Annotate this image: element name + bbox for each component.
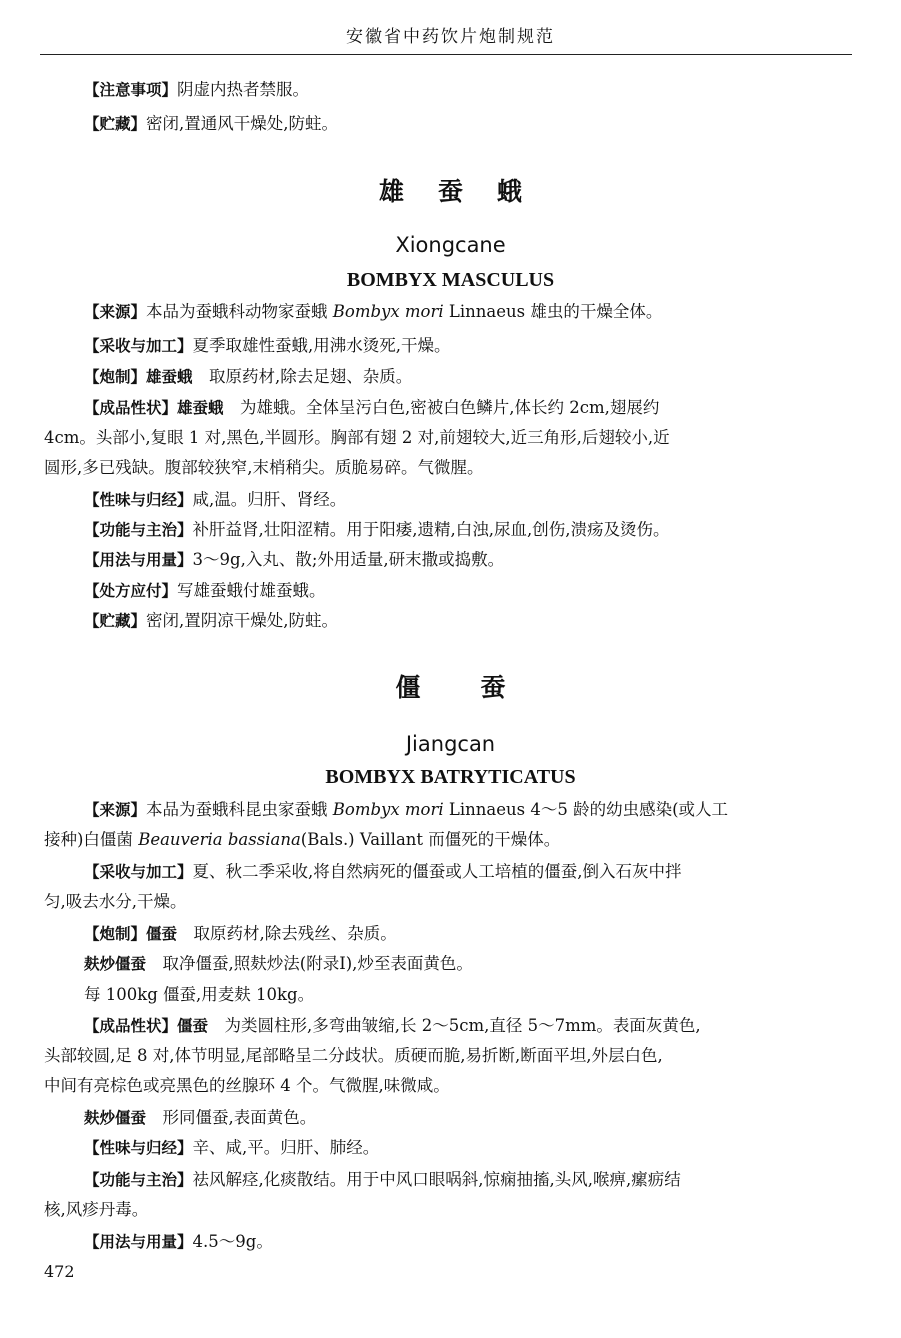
entry1-source-label: 【来源】 [84, 303, 147, 321]
prev-storage-para [84, 114, 849, 134]
entry1-storage-label: 【贮藏】 [84, 612, 147, 630]
entry2-char-line3: 中间有亮棕色或亮黑色的丝腺环 4 个。气微腥,味微咸。 [44, 1076, 450, 1095]
entry1-func-text: 补肝益肾,壮阳涩精。用于阳痿,遗精,白浊,尿血,创伤,溃疡及烫伤。 [192, 520, 670, 539]
entry2-fry-text: 取净僵蚕,照麸炒法(附录Ⅰ),炒至表面黄色。 [146, 954, 473, 973]
entry2-source-species: Bombyx mori [332, 800, 444, 819]
entry2-pinyin: Jiangcan [405, 732, 496, 756]
entry1-func-para [84, 520, 849, 540]
entry2-func-text1: 祛风解痉,化痰散结。用于中风口眼㖞斜,惊痫抽搐,头风,喉痹,瘰疬结 [192, 1170, 681, 1189]
entry1-func-label: 【功能与主治】 [84, 521, 193, 539]
entry2-process-text: 取原药材,除去残丝、杂质。 [177, 924, 397, 943]
entry1-latin-name: BOMBYX MASCULUS [346, 269, 555, 291]
prev-caution-para [84, 80, 849, 100]
entry2-func-line1 [84, 1170, 849, 1190]
entry2-latin-name: BOMBYX BATRYTICATUS [325, 766, 576, 788]
entry2-title: 僵蚕 [395, 673, 566, 702]
entry2-char-text1: 为类圆柱形,多弯曲皱缩,长 2～5cm,直径 5～7mm。表面灰黄色, [208, 1016, 701, 1035]
entry2-usage-text: 4.5～9g。 [192, 1232, 273, 1251]
entry1-char-text1: 为雄蛾。全体呈污白色,密被白色鳞片,体长约 2cm,翅展约 [223, 398, 660, 417]
entry2-harvest-label: 【采收与加工】 [84, 863, 193, 881]
entry2-source-text-a: 本品为蚕蛾科昆虫家蚕蛾 [146, 800, 333, 819]
entry2-source-text-c: 接种)白僵菌 [44, 830, 139, 849]
entry1-char-label: 【成品性状】雄蚕蛾 [84, 399, 224, 417]
entry2-usage-label: 【用法与用量】 [84, 1233, 193, 1251]
prev-storage-label: 【贮藏】 [84, 115, 147, 133]
entry1-nature-label: 【性味与归经】 [84, 491, 193, 509]
entry2-process-label: 【炮制】僵蚕 [84, 925, 178, 943]
entry1-char-line1 [84, 398, 849, 418]
entry2-source-text-d: (Bals.) Vaillant 而僵死的干燥体。 [300, 830, 561, 849]
entry1-nature-para [84, 490, 849, 510]
entry2-fry-label: 麸炒僵蚕 [84, 955, 147, 973]
entry1-process-label: 【炮制】雄蚕蛾 [84, 368, 193, 386]
entry2-char-line2: 头部较圆,足 8 对,体节明显,尾部略呈二分歧状。质硬而脆,易折断,断面平坦,外层白色, [44, 1046, 663, 1065]
entry2-source-text-b: Linnaeus 4～5 龄的幼虫感染(或人工 [443, 800, 729, 819]
page-number: 472 [44, 1262, 75, 1281]
entry1-rx-para [84, 581, 849, 601]
entry1-harvest-label: 【采收与加工】 [84, 337, 193, 355]
entry1-process-text: 取原药材,除去足翅、杂质。 [192, 367, 413, 386]
entry2-nature-para [84, 1138, 849, 1158]
entry1-source-species: Bombyx mori [332, 302, 444, 321]
entry1-storage-text: 密闭,置阴凉干燥处,防蛀。 [146, 611, 339, 630]
entry1-usage-text: 3～9g,入丸、散;外用适量,研末撒或捣敷。 [192, 550, 505, 569]
entry2-process-para [84, 924, 849, 944]
entry2-char-label: 【成品性状】僵蚕 [84, 1017, 209, 1035]
entry2-source-line2 [44, 830, 849, 850]
entry1-harvest-para [84, 336, 849, 356]
entry1-storage-para [84, 611, 849, 631]
entry2-source-label: 【来源】 [84, 801, 147, 819]
entry2-source-line1 [84, 800, 849, 820]
entry1-pinyin: Xiongcane [395, 233, 506, 257]
entry1-char-line3: 圆形,多已残缺。腹部较狭窄,末梢稍尖。质脆易碎。气微腥。 [44, 458, 484, 477]
entry2-fry-char-text: 形同僵蚕,表面黄色。 [146, 1108, 317, 1127]
entry2-func-line2: 核,风疹丹毒。 [44, 1200, 149, 1219]
entry2-harvest-text1: 夏、秋二季采收,将自然病死的僵蚕或人工培植的僵蚕,倒入石灰中拌 [192, 862, 682, 881]
header-rule [40, 54, 852, 55]
entry2-fry-para [84, 954, 849, 974]
entry2-bran-para: 每 100kg 僵蚕,用麦麸 10kg。 [84, 985, 315, 1004]
entry2-nature-label: 【性味与归经】 [84, 1139, 193, 1157]
entry1-harvest-text: 夏季取雄性蚕蛾,用沸水烫死,干燥。 [192, 336, 451, 355]
entry1-rx-label: 【处方应付】 [84, 582, 178, 600]
entry2-source-fungus: Beauveria bassiana [138, 830, 301, 849]
entry1-title: 雄蚕蛾 [378, 177, 556, 206]
entry2-harvest-line1 [84, 862, 849, 882]
entry1-rx-text: 写雄蚕蛾付雄蚕蛾。 [177, 581, 326, 600]
entry2-nature-text: 辛、咸,平。归肝、肺经。 [192, 1138, 380, 1157]
entry1-nature-text: 咸,温。归肝、肾经。 [192, 490, 347, 509]
header-title: 安徽省中药饮片炮制规范 [346, 27, 555, 47]
entry1-source-text-a: 本品为蚕蛾科动物家蚕蛾 [146, 302, 333, 321]
entry2-func-label: 【功能与主治】 [84, 1171, 193, 1189]
entry1-source-text-b: Linnaeus 雄虫的干燥全体。 [443, 302, 663, 321]
entry2-char-line1 [84, 1016, 849, 1036]
prev-caution-label: 【注意事项】 [84, 81, 178, 99]
entry2-fry-char-para [84, 1108, 849, 1128]
entry1-usage-label: 【用法与用量】 [84, 551, 193, 569]
entry2-harvest-line2: 匀,吸去水分,干燥。 [44, 892, 187, 911]
prev-caution-text: 阴虚内热者禁服。 [177, 80, 310, 99]
entry2-fry-char-label: 麸炒僵蚕 [84, 1109, 147, 1127]
entry1-char-line2: 4cm。头部小,复眼 1 对,黑色,半圆形。胸部有翅 2 对,前翅较大,近三角形,后翅较小,近 [44, 428, 670, 447]
running-header [0, 0, 901, 56]
entry1-usage-para [84, 550, 849, 570]
entry2-usage-para [84, 1232, 849, 1252]
entry1-source-para [84, 302, 849, 322]
prev-storage-text: 密闭,置通风干燥处,防蛀。 [146, 114, 339, 133]
entry1-process-para [84, 367, 849, 387]
